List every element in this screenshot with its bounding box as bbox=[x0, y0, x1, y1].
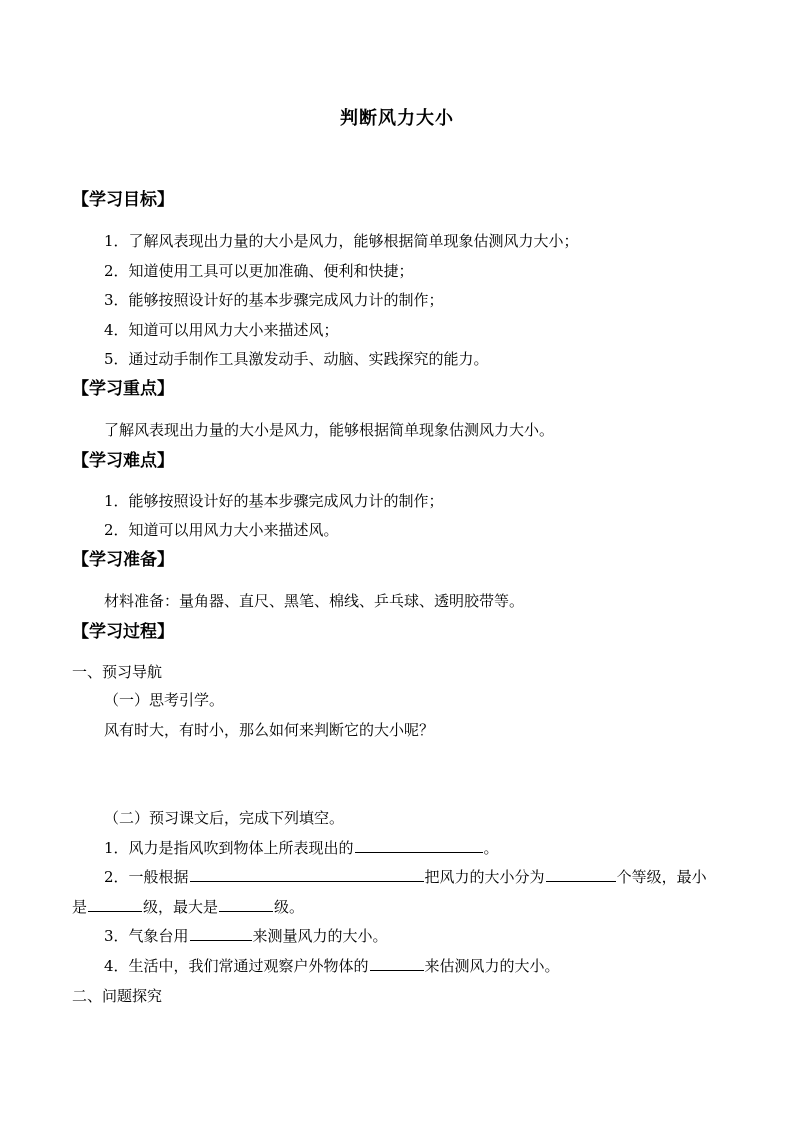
fill2-blank-2[interactable] bbox=[546, 867, 616, 882]
goal-item-5: 5．通过动手制作工具激发动手、动脑、实践探究的能力。 bbox=[104, 350, 489, 368]
goal-item-2: 2．知道使用工具可以更加准确、便利和快捷； bbox=[104, 262, 414, 280]
fill4-blank[interactable] bbox=[370, 956, 424, 971]
difficulty-item-2: 2．知道可以用风力大小来描述风。 bbox=[104, 521, 339, 539]
sub2-heading: （二）预习课文后，完成下列填空。 bbox=[104, 809, 345, 827]
difficulty-item-1: 1．能够按照设计好的基本步骤完成风力计的制作； bbox=[104, 492, 444, 510]
fill2-post: 个等级，最小 bbox=[616, 868, 707, 886]
fill2-pre: 2．一般根据 bbox=[104, 868, 189, 886]
goal-item-3: 3．能够按照设计好的基本步骤完成风力计的制作； bbox=[104, 291, 444, 309]
sub1-heading: （一）思考引学。 bbox=[104, 691, 225, 709]
prep-text: 材料准备：量角器、直尺、黑笔、棉线、乒乓球、透明胶带等。 bbox=[104, 592, 525, 610]
fill1-blank[interactable] bbox=[355, 838, 483, 853]
fill2b-blank-1[interactable] bbox=[88, 897, 142, 912]
fill-line-4 bbox=[104, 956, 560, 976]
fill3-blank[interactable] bbox=[190, 926, 252, 941]
fill2b-blank-2[interactable] bbox=[219, 897, 273, 912]
fill4-pre: 4．生活中，我们常通过观察户外物体的 bbox=[104, 957, 369, 975]
fill-line-3 bbox=[104, 926, 388, 946]
fill3-post: 来测量风力的大小。 bbox=[252, 927, 388, 945]
question-text: 风有时大，有时小，那么如何来判断它的大小呢？ bbox=[104, 721, 435, 739]
focus-text: 了解风表现出力量的大小是风力，能够根据简单现象估测风力大小。 bbox=[104, 421, 555, 439]
goals-heading: 【学习目标】 bbox=[72, 190, 174, 210]
focus-heading: 【学习重点】 bbox=[72, 379, 174, 399]
goal-item-4: 4．知道可以用风力大小来描述风； bbox=[104, 321, 339, 339]
prep-heading: 【学习准备】 bbox=[72, 550, 174, 570]
difficulty-heading: 【学习难点】 bbox=[72, 451, 174, 471]
fill4-post: 来估测风力的大小。 bbox=[424, 957, 560, 975]
fill-line-2b bbox=[72, 897, 304, 917]
part2-heading: 二、问题探究 bbox=[72, 987, 163, 1005]
fill2-mid: 把风力的大小分为 bbox=[424, 868, 545, 886]
page-title: 判断风力大小 bbox=[340, 108, 454, 129]
process-heading: 【学习过程】 bbox=[72, 622, 174, 642]
fill2-blank-1[interactable] bbox=[190, 867, 424, 882]
fill2b-post: 级。 bbox=[274, 898, 305, 916]
fill2b-pre: 是 bbox=[72, 898, 88, 916]
fill3-pre: 3．气象台用 bbox=[104, 927, 189, 945]
fill2b-mid: 级，最大是 bbox=[143, 898, 219, 916]
fill1-pre: 1．风力是指风吹到物体上所表现出的 bbox=[104, 839, 354, 857]
goal-item-1: 1．了解风表现出力量的大小是风力，能够根据简单现象估测风力大小； bbox=[104, 232, 579, 250]
fill-line-2 bbox=[104, 867, 707, 887]
fill-line-1 bbox=[104, 838, 499, 858]
part1-heading: 一、预习导航 bbox=[72, 663, 163, 681]
fill1-post: 。 bbox=[483, 839, 499, 857]
